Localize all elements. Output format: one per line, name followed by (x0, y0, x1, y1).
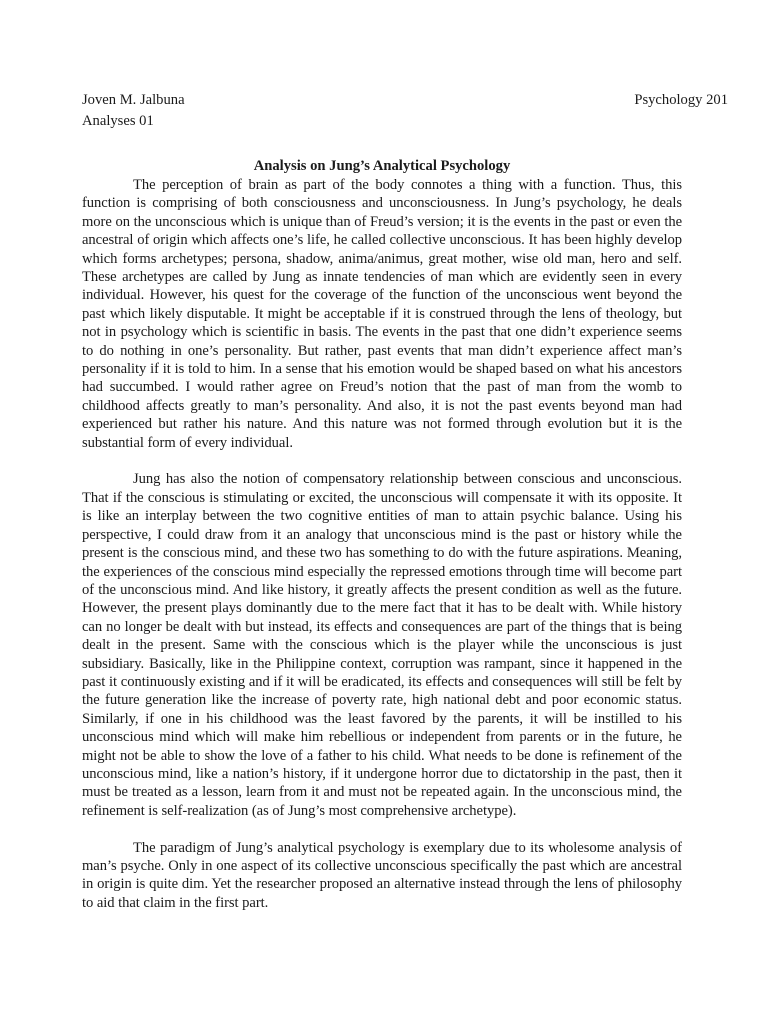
document-page (82, 90, 728, 912)
document-title: Analysis on Jung’s Analytical Psychology (253, 158, 511, 174)
header-row (82, 90, 728, 111)
assignment-label: Analyses 01 (82, 113, 154, 129)
paragraph-3: The paradigm of Jung’s analytical psychology is exemplary due to its wholesome analysis of man’s psyche. Only in one aspect of its collective unconscious specifically the past which are ancestral in origin is quite dim. Yet the researcher proposed an alternative instead through the lens of philosophy to aid that claim in the first part. (82, 839, 682, 911)
paragraph-1: The perception of brain as part of the body connotes a thing with a function. Thus, this function is comprising of both consciousness and unconsciousness. In Jung’s psychology, he deals more on the unconscious which is unique than of Freud’s version; it is the events in the past or even the ancestral of origin which affects one’s life, he called collective unconscious. It has been highly develop which forms archetypes; persona, shadow, anima/animus, great mother, wise old man, hero and self. These archetypes are called by Jung as innate tendencies of man which are evidently seen in every individual. However, his quest for the coverage of the function of the unconscious went beyond the past which likely disputable. It might be acceptable if it is construed through the lens of theology, but not in psychology which is scientific in basis. The events in the past that one didn’t experience seems to do nothing in one’s personality. But rather, past events that man didn’t experience affect man’s personality if it is told to him. In a sense that his emotion would be shaped based on what his ancestors had succumbed. I would rather agree on Freud’s notion that the past of man from the womb to childhood affects greatly to man’s personality. And also, it is not the past events beyond man had experienced but rather his nature. And this nature was not formed through evolution but it is the substantial form of every individual. (82, 177, 682, 451)
paragraph-2: Jung has also the notion of compensatory relationship between conscious and unconscious. That if the conscious is stimulating or excited, the unconscious will compensate it with its opposite. It is like an interplay between the two cognitive entities of man to attain psychic balance. Using his perspective, I could draw from it an analogy that unconscious mind is the past or history while the present is the conscious mind, and these two has something to do with the future aspirations. Meaning, the experiences of the conscious mind especially the repressed emotions through time will become part of the unconscious mind. And like history, it greatly affects the present condition as well as the future. However, the present plays dominantly due to the mere fact that it has to be dealt with. While history can no longer be dealt with but instead, its effects and consequences are part of the things that is being dealt in the present. Same with the conscious which is the player while the unconscious is just subsidiary. Basically, like in the Philippine context, corruption was rampant, since it happened in the past it continuously existing and if it will be eradicated, its effects and consequences will still be felt by the future generation like the increase of poverty rate, high national debt and poor economic status. Similarly, if one in his childhood was the least favored by the parents, it will be instilled to his unconscious mind which will make him rebellious or independent from parents or in the future, he might not be able to show the love of a father to his child. What needs to be done is refinement of the unconscious mind, like a nation’s history, if it undergone horror due to dictatorship in the past, then it must be treated as a lesson, learn from it and must not be repeated again. In the unconscious mind, the refinement is self-realization (as of Jung’s most comprehensive archetype). (82, 471, 682, 819)
author-name: Joven M. Jalbuna (82, 92, 185, 108)
course-name: Psychology 201 (634, 92, 728, 108)
